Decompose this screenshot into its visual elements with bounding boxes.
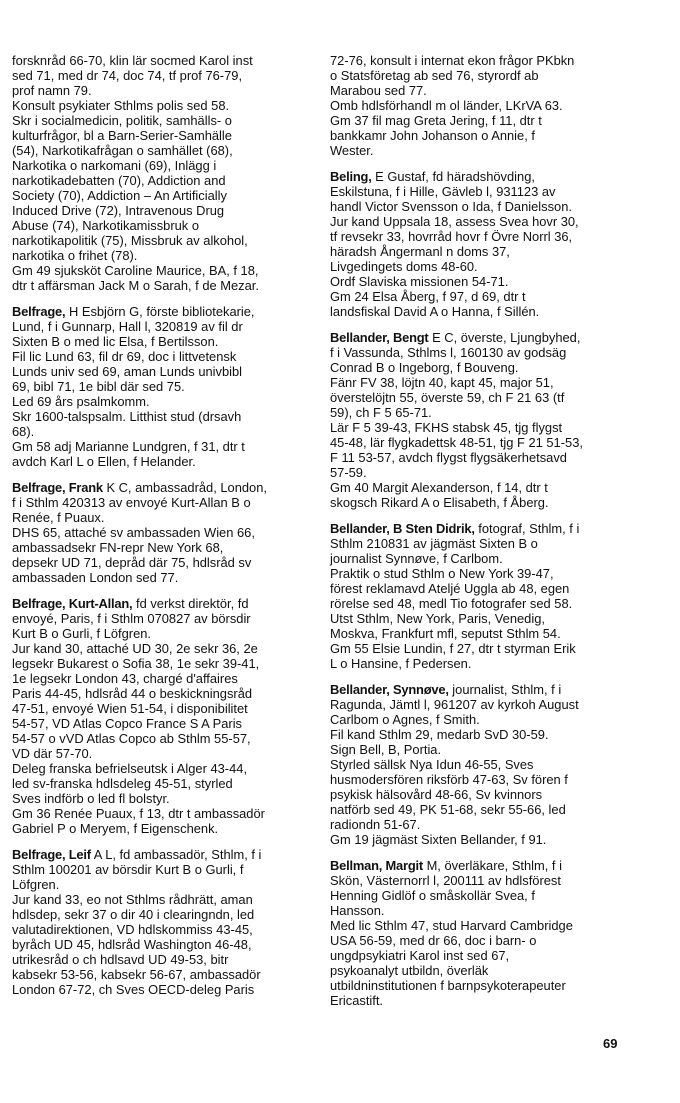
entry-text-line: Gm 19 jägmäst Sixten Bellander, f 91.	[330, 832, 547, 847]
entry-text-line: Jur kand Uppsala 18, assess Svea hovr 30,	[330, 214, 579, 229]
entry-heading-rest: M, överläkare, Sthlm, f i	[422, 858, 562, 873]
entry-name: Belfrage, Kurt-Allan,	[12, 596, 133, 611]
entry-heading-line	[330, 858, 630, 873]
entry-text-line: Lär F 5 39-43, FKHS stabsk 45, tjg flygst	[330, 420, 563, 435]
entry-heading-line	[330, 169, 630, 184]
entry-text-line: Sign Bell, B, Portia.	[330, 742, 442, 757]
entry-heading-rest: E Gustaf, fd häradshövding,	[371, 169, 535, 184]
entry-text-line: 45-48, lär flygkadettsk 48-51, tjg F 21 51-53,	[330, 435, 583, 450]
entry-text-line: Abuse (74), Narkotikamissbruk o	[12, 218, 199, 233]
entry-text-line: Carlbom o Agnes, f Smith.	[330, 712, 480, 727]
entry-text-line: utrikesråd o ch hdlsavd UD 49-53, bitr	[12, 952, 229, 967]
entry-name: Belfrage,	[12, 304, 66, 319]
entry-text-line: Moskva, Frankfurt mfl, seputst Sthlm 54.	[330, 626, 561, 641]
entry-name: Beling,	[330, 169, 372, 184]
biography-entry	[12, 596, 312, 836]
entry-text-line: utbildninstitutionen f barnpsykoterapeuter	[330, 978, 566, 993]
entry-text-line: 57-59.	[330, 465, 367, 480]
entry-text-line: skogsch Rikard A o Elisabeth, f Åberg.	[330, 495, 549, 510]
entry-text-line: psykisk hälsovård 48-66, Sv kvinnors	[330, 787, 543, 802]
entry-text-line: narkotika o frihet (78).	[12, 248, 138, 263]
entry-heading-line	[12, 596, 312, 611]
entry-text-line: o Statsföretag ab sed 76, styrordf ab	[330, 68, 539, 83]
entry-text-line: Skr 1600-talspsalm. Litthist stud (drsavh	[12, 409, 242, 424]
entry-text-line: prof namn 79.	[12, 83, 92, 98]
entry-text-line: Styrled sällsk Nya Idun 46-55, Sves	[330, 757, 534, 772]
entry-text-line: Gm 24 Elsa Åberg, f 97, d 69, dtr t	[330, 289, 526, 304]
entry-text-line: led sv-franska hdlsdeleg 45-51, styrled	[12, 776, 233, 791]
entry-name: Belfrage, Frank	[12, 480, 103, 495]
entry-text-line: Gabriel P o Meryem, f Eigenschenk.	[12, 821, 219, 836]
entry-text-line: London 67-72, ch Sves OECD-deleg Paris	[12, 982, 255, 997]
entry-heading-line	[12, 480, 312, 495]
entry-text-line: 68).	[12, 424, 35, 439]
entry-text-line: narkotikadebatten (70), Addiction and	[12, 173, 226, 188]
entry-text-line: Skr i socialmedicin, politik, samhälls- o	[12, 113, 232, 128]
entry-text-line: Conrad B o Ingeborg, f Bouveng.	[330, 360, 519, 375]
entry-text-line: sed 71, med dr 74, doc 74, tf prof 76-79,	[12, 68, 243, 83]
page-number: 69	[603, 1036, 618, 1051]
entry-text-line: Utst Sthlm, New York, Paris, Venedig,	[330, 611, 545, 626]
entry-heading-line	[330, 330, 630, 345]
entry-heading-line	[330, 521, 630, 536]
entry-text-line: kabsekr 53-56, kabsekr 56-67, ambassadör	[12, 967, 261, 982]
entry-text-line: forsknråd 66-70, klin lär socmed Karol inst	[12, 53, 253, 68]
entry-text-line: psykoanalyt utbildn, överläk	[330, 963, 489, 978]
entry-text-line: valutadirektionen, VD hdlskommiss 43-45,	[12, 922, 253, 937]
entry-text-line: Led 69 års psalmkomm.	[12, 394, 150, 409]
entry-text-line: handl Victor Svensson o Ida, f Danielsson.	[330, 199, 572, 214]
entry-heading-rest: E C, överste, Ljungbyhed,	[428, 330, 581, 345]
entry-text-line: Med lic Sthlm 47, stud Harvard Cambridge	[330, 918, 573, 933]
entry-text-line: Lunds univ sed 69, aman Lunds univbibl	[12, 364, 243, 379]
entry-text-line: legsekr Bukarest o Sofia 38, 1e sekr 39-41,	[12, 656, 260, 671]
biography-entry	[12, 304, 312, 469]
right-column	[330, 53, 630, 1008]
entry-text-line: häradsh Ångermanl n doms 37,	[330, 244, 510, 259]
entry-text-line: Renée, f Puaux.	[12, 510, 105, 525]
entry-text-line: 47-51, envoyé Wien 51-54, i disponibilitet	[12, 701, 248, 716]
entry-text-line: 54-57, VD Atlas Copco France S A Paris	[12, 716, 242, 731]
entry-text-line: Narkotika o narkomani (69), Inlägg i	[12, 158, 217, 173]
entry-text-line: landsfiskal David A o Hanna, f Sillén.	[330, 304, 540, 319]
entry-text-line: (54), Narkotikafrågan o samhället (68),	[12, 143, 233, 158]
entry-text-line: Skön, Västernorrl l, 200111 av hdlsförest	[330, 873, 561, 888]
entry-text-line: ungdpsykiatri Karol inst sed 67,	[330, 948, 510, 963]
entry-text-line: Gm 36 Renée Puaux, f 13, dtr t ambassadör	[12, 806, 265, 821]
entry-text-line: depsekr UD 71, depråd där 75, hdlsråd sv	[12, 555, 252, 570]
entry-text-line: Gm 55 Elsie Lundin, f 27, dtr t styrman Erik	[330, 641, 576, 656]
entry-text-line: USA 56-59, med dr 66, doc i barn- o	[330, 933, 537, 948]
entry-text-line: Ordf Slaviska missionen 54-71.	[330, 274, 509, 289]
entry-text-line: Lund, f i Gunnarp, Hall l, 320819 av fil dr	[12, 319, 243, 334]
entry-heading-line	[12, 847, 312, 862]
entry-text-line: Fänr FV 38, löjtn 40, kapt 45, major 51,	[330, 375, 554, 390]
biography-entry	[330, 330, 630, 510]
entry-text-line: ambassaden London sed 77.	[12, 570, 179, 585]
left-column	[12, 53, 312, 997]
entry-text-line: VD där 57-70.	[12, 746, 93, 761]
biography-entry	[330, 858, 630, 1008]
entry-text-line: Löfgren.	[12, 877, 60, 892]
entry-text-line: Omb hdlsförhandl m ol länder, LKrVA 63.	[330, 98, 563, 113]
entry-text-line: 1e legsekr London 43, chargé d'affaires	[12, 671, 238, 686]
entry-text-line: tf revsekr 33, hovrråd hovr f Övre Norrl 36,	[330, 229, 573, 244]
biography-entry	[12, 480, 312, 585]
entry-text-line: 69, bibl 71, 1e bibl där sed 75.	[12, 379, 185, 394]
entry-name: Bellander, B Sten Didrik,	[330, 521, 475, 536]
entry-text-line: Ericastift.	[330, 993, 384, 1008]
entry-text-line: Marabou sed 77.	[330, 83, 427, 98]
entry-text-line: Praktik o stud Sthlm o New York 39-47,	[330, 566, 554, 581]
entry-heading-rest: journalist, Sthlm, f i	[448, 682, 562, 697]
entry-name: Bellander, Synnøve,	[330, 682, 449, 697]
entry-heading-rest: A L, fd ambassadör, Sthlm, f i	[90, 847, 262, 862]
entry-text-line: Ragunda, Jämtl l, 961207 av kyrkoh August	[330, 697, 579, 712]
entry-text-line: Sthlm 100201 av börsdir Kurt B o Gurli, f	[12, 862, 244, 877]
entry-text-line: husmodersfören riksförb 47-63, Sv fören f	[330, 772, 568, 787]
entry-text-line: dtr t affärsman Jack M o Sarah, f de Mezar.	[12, 278, 259, 293]
entry-text-line: bankkamr John Johanson o Annie, f	[330, 128, 535, 143]
entry-text-line: ambassadsekr FN-repr New York 68,	[12, 540, 224, 555]
entry-heading-rest: K C, ambassadråd, London,	[102, 480, 267, 495]
biography-entry	[330, 682, 630, 847]
entry-text-line: förest reklamavd Ateljé Uggla ab 48, egen	[330, 581, 570, 596]
biography-entry	[12, 847, 312, 997]
entry-text-line: Fil lic Lund 63, fil dr 69, doc i littvetensk	[12, 349, 237, 364]
entry-text-line: Induced Drive (72), Intravenous Drug	[12, 203, 225, 218]
entry-text-line: Konsult psykiater Sthlms polis sed 58.	[12, 98, 230, 113]
biography-entry	[330, 53, 630, 158]
entry-heading-rest: H Esbjörn G, förste bibliotekarie,	[65, 304, 255, 319]
entry-text-line: Gm 58 adj Marianne Lundgren, f 31, dtr t	[12, 439, 245, 454]
entry-text-line: avdch Karl L o Ellen, f Helander.	[12, 454, 196, 469]
entry-text-line: f i Vassunda, Sthlms l, 160130 av godsäg	[330, 345, 567, 360]
entry-text-line: DHS 65, attaché sv ambassaden Wien 66,	[12, 525, 255, 540]
entry-text-line: Livgedingets doms 48-60.	[330, 259, 478, 274]
entry-text-line: Sixten B o med lic Elsa, f Bertilsson.	[12, 334, 219, 349]
biography-entry	[330, 169, 630, 319]
entry-text-line: natförb sed 49, PK 51-68, sekr 55-66, led	[330, 802, 566, 817]
entry-text-line: Wester.	[330, 143, 374, 158]
entry-text-line: Jur kand 33, eo not Sthlms rådhrätt, aman	[12, 892, 253, 907]
entry-text-line: Gm 40 Margit Alexanderson, f 14, dtr t	[330, 480, 548, 495]
entry-text-line: Deleg franska befrielseutsk i Alger 43-44,	[12, 761, 248, 776]
entry-text-line: 72-76, konsult i internat ekon frågor PKbkn	[330, 53, 575, 68]
entry-text-line: Eskilstuna, f i Hille, Gävleb l, 931123 av	[330, 184, 556, 199]
entry-text-line: 54-57 o vVD Atlas Copco ab Sthlm 55-57,	[12, 731, 251, 746]
entry-text-line: Gm 49 sjuksköt Caroline Maurice, BA, f 18,	[12, 263, 259, 278]
entry-text-line: 59), ch F 5 65-71.	[330, 405, 432, 420]
entry-text-line: överstelöjtn 55, överste 59, ch F 21 63 (tf	[330, 390, 565, 405]
entry-name: Belfrage, Leif	[12, 847, 91, 862]
entry-text-line: F 11 53-57, avdch flygst flygsäkerhetsavd	[330, 450, 567, 465]
entry-heading-rest: fd verkst direktör, fd	[132, 596, 249, 611]
entry-text-line: envoyé, Paris, f i Sthlm 070827 av börsdir	[12, 611, 251, 626]
biography-entry	[12, 53, 312, 293]
entry-text-line: Henning Gidlöf o småskollär Svea, f	[330, 888, 535, 903]
entry-text-line: journalist Synnøve, f Carlbom.	[330, 551, 503, 566]
entry-text-line: f i Sthlm 420313 av envoyé Kurt-Allan B o	[12, 495, 251, 510]
entry-text-line: kulturfrågor, bl a Barn-Serier-Samhälle	[12, 128, 232, 143]
entry-name: Bellander, Bengt	[330, 330, 429, 345]
entry-text-line: Hansson.	[330, 903, 385, 918]
entry-text-line: Society (70), Addiction – An Artificially	[12, 188, 227, 203]
entry-heading-line	[12, 304, 312, 319]
entry-text-line: Sthlm 210831 av jägmäst Sixten B o	[330, 536, 538, 551]
entry-heading-line	[330, 682, 630, 697]
entry-text-line: narkotikapolitik (75), Missbruk av alkohol,	[12, 233, 248, 248]
entry-text-line: Gm 37 fil mag Greta Jering, f 11, dtr t	[330, 113, 542, 128]
biography-entry	[330, 521, 630, 671]
entry-text-line: hdlsdep, sekr 37 o dir 40 i clearingndn, led	[12, 907, 255, 922]
entry-text-line: Fil kand Sthlm 29, medarb SvD 30-59.	[330, 727, 549, 742]
entry-heading-rest: fotograf, Sthlm, f i	[474, 521, 580, 536]
entry-text-line: Sves indförb o led fl bolstyr.	[12, 791, 170, 806]
entry-text-line: Kurt B o Gurli, f Löfgren.	[12, 626, 151, 641]
entry-text-line: rörelse sed 48, medl Tio fotografer sed 58.	[330, 596, 573, 611]
entry-text-line: L o Hansine, f Pedersen.	[330, 656, 472, 671]
entry-name: Bellman, Margit	[330, 858, 423, 873]
entry-text-line: Jur kand 30, attaché UD 30, 2e sekr 36, 2e	[12, 641, 258, 656]
entry-text-line: Paris 44-45, hdlsråd 44 o beskickningsråd	[12, 686, 253, 701]
entry-text-line: byråch UD 45, hdlsråd Washington 46-48,	[12, 937, 252, 952]
entry-text-line: radiondn 51-67.	[330, 817, 421, 832]
